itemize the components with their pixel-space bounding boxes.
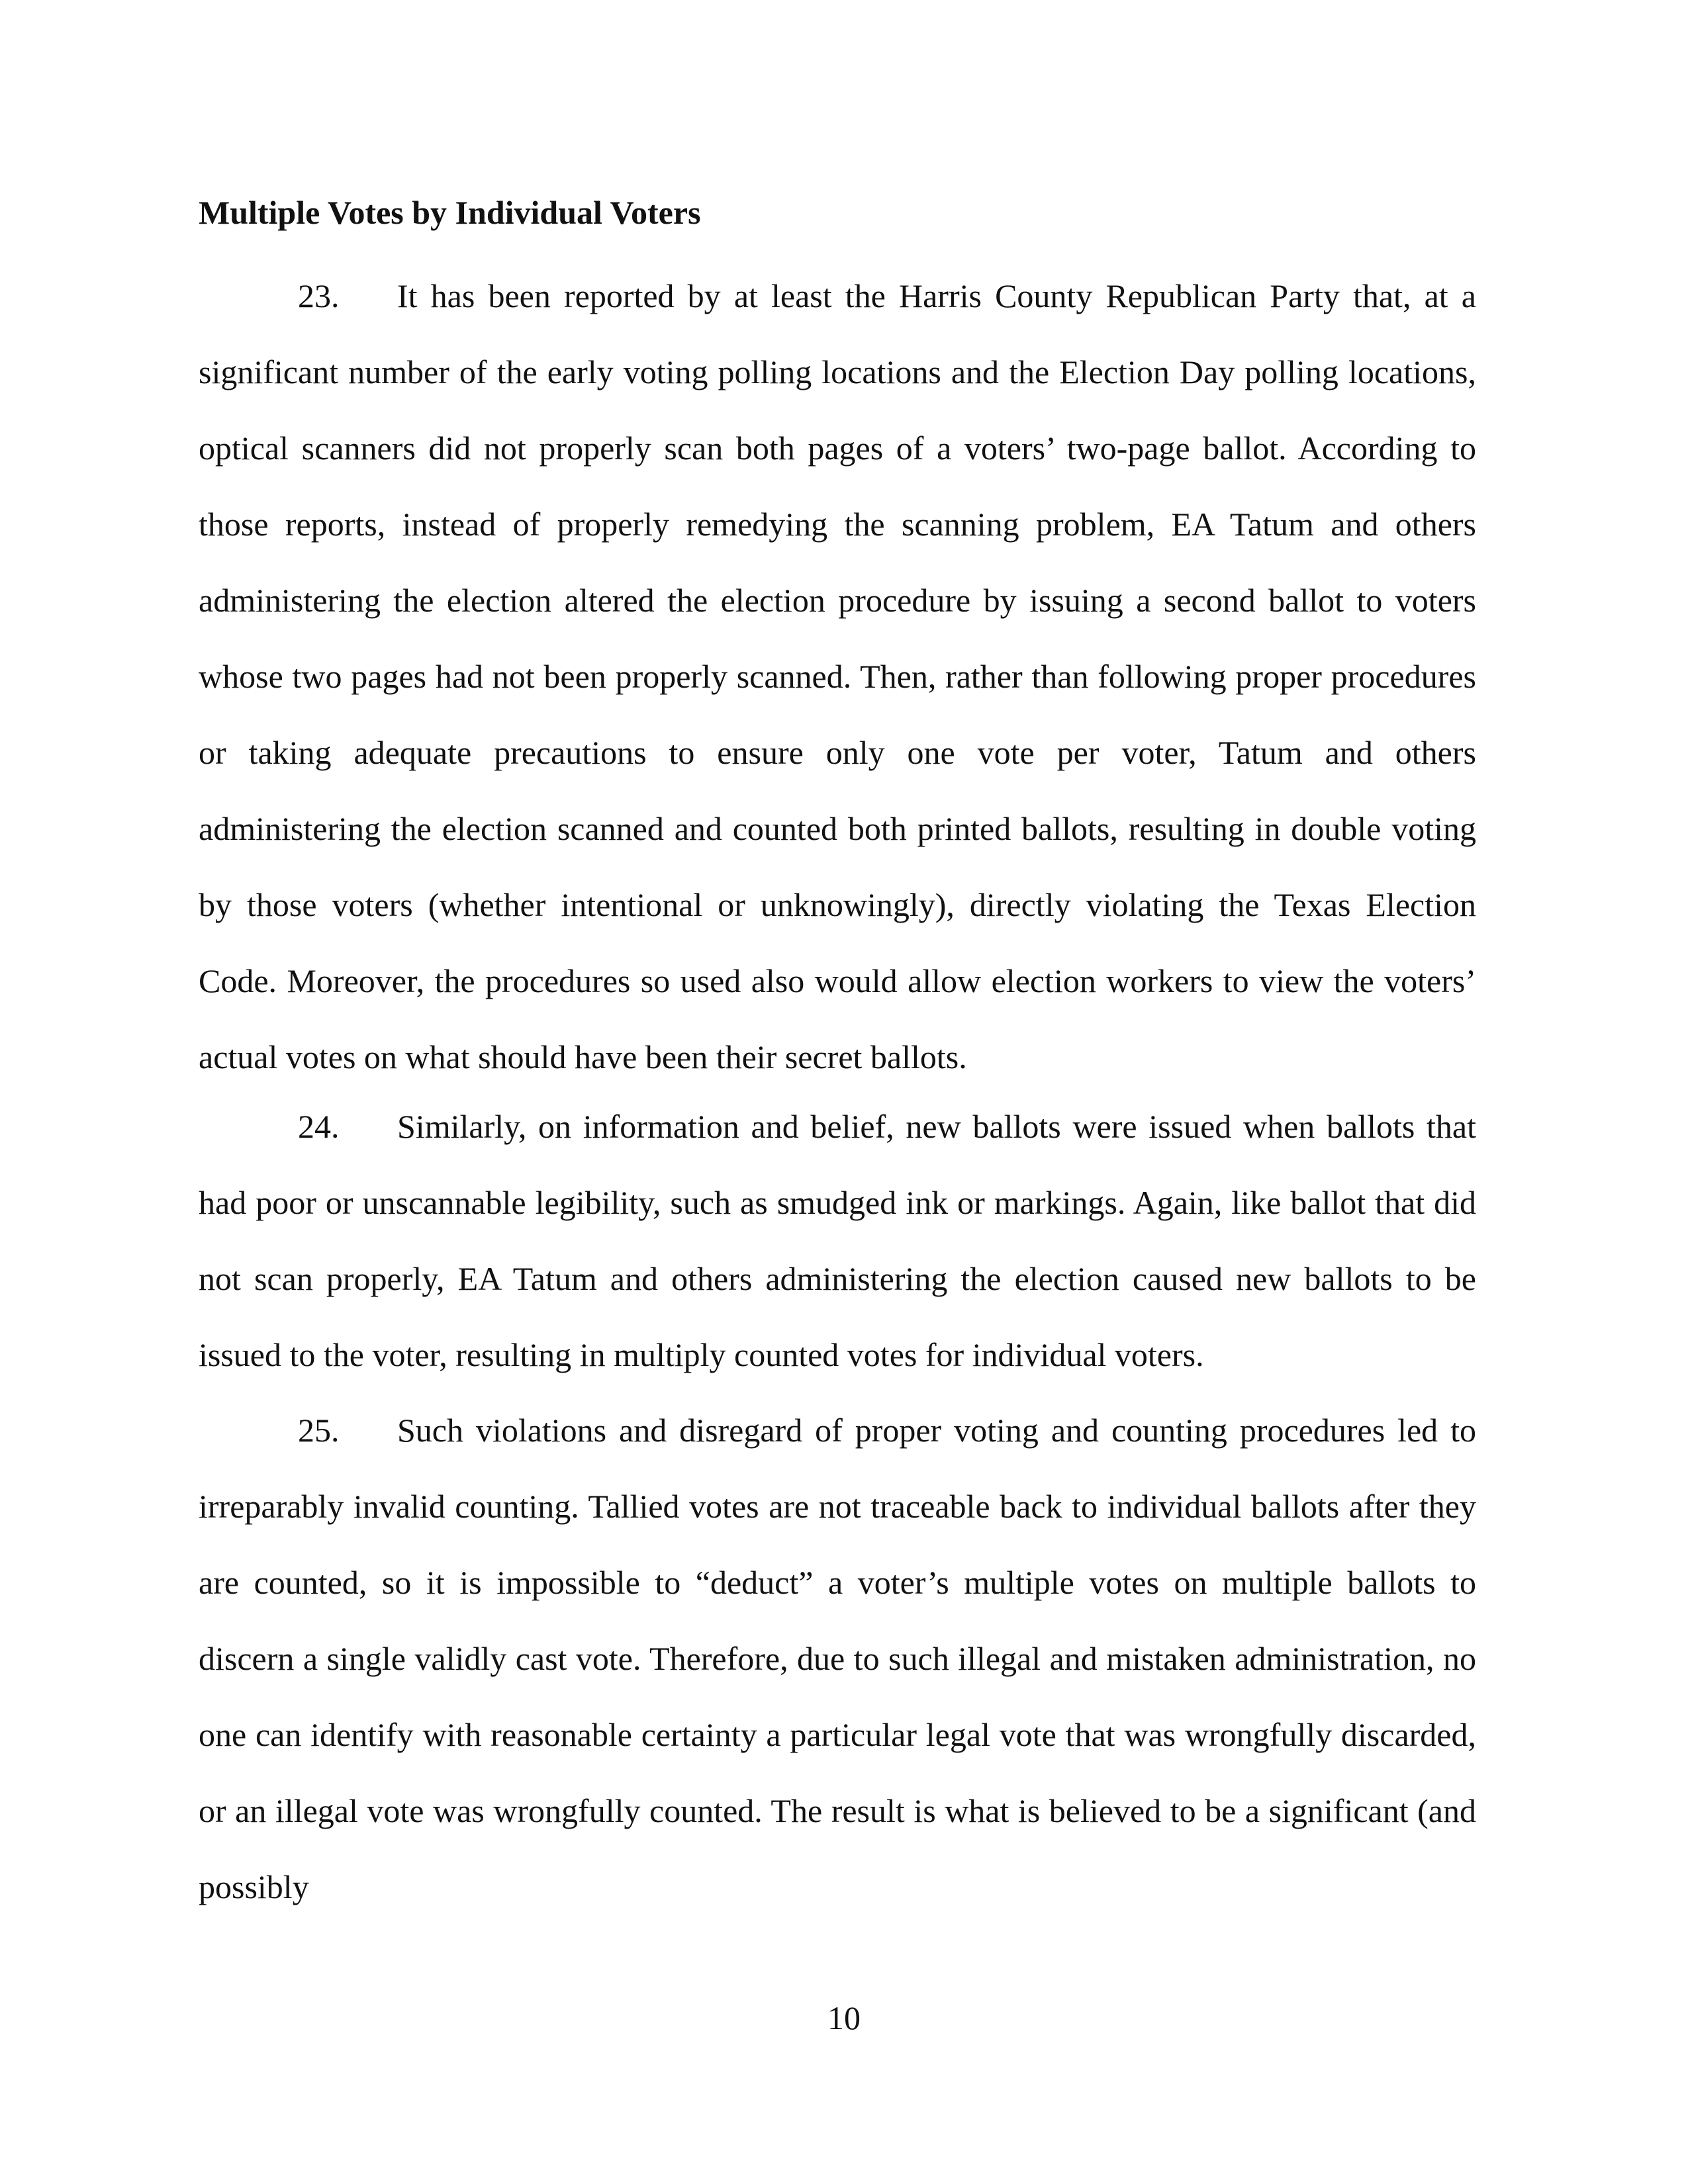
page-number: 10	[827, 1999, 861, 2036]
paragraph-text: Similarly, on information and belief, new ballots were issued when ballots that had poor or unscannable legibility, such as smudged ink or markings. Again, like ballot that did not scan properly, EA Tatum and others administering the election caused new ballots to be issued to the voter, resulting in multiply counted votes for individual voters.	[199, 1108, 1476, 1373]
paragraph-number: 23.	[298, 277, 340, 314]
paragraph-25	[199, 1392, 1476, 1925]
paragraph-24	[199, 1089, 1476, 1393]
paragraph-23	[199, 258, 1476, 1095]
section-heading: Multiple Votes by Individual Voters	[199, 194, 701, 231]
paragraph-text: It has been reported by at least the Harris County Republican Party that, at a significant number of the early voting polling locations and the Election Day polling locations, optical scanners did not properly scan both pages of a voters’ two-page ballot. According to those reports, instead of properly remedying the scanning problem, EA Tatum and others administering the election altered the election procedure by issuing a second ballot to voters whose two pages had not been properly scanned. Then, rather than following proper procedures or taking adequate precautions to ensure only one vote per voter, Tatum and others administering the election scanned and counted both printed ballots, resulting in double voting by those voters (whether intentional or unknowingly), directly violating the Texas Election Code. Moreover, the procedures so used also would allow election workers to view the voters’ actual votes on what should have been their secret ballots.	[199, 277, 1476, 1075]
paragraph-text: Such violations and disregard of proper voting and counting procedures led to irreparably invalid counting. Tallied votes are not traceable back to individual ballots after they are counted, so it is impossible to “deduct” a voter’s multiple votes on multiple ballots to discern a single validly cast vote. Therefore, due to such illegal and mistaken administration, no one can identify with reasonable certainty a particular legal vote that was wrongfully discarded, or an illegal vote was wrongfully counted. The result is what is believed to be a significant (and possibly	[199, 1412, 1476, 1905]
paragraph-number: 24.	[298, 1108, 340, 1145]
paragraph-number: 25.	[298, 1412, 340, 1449]
